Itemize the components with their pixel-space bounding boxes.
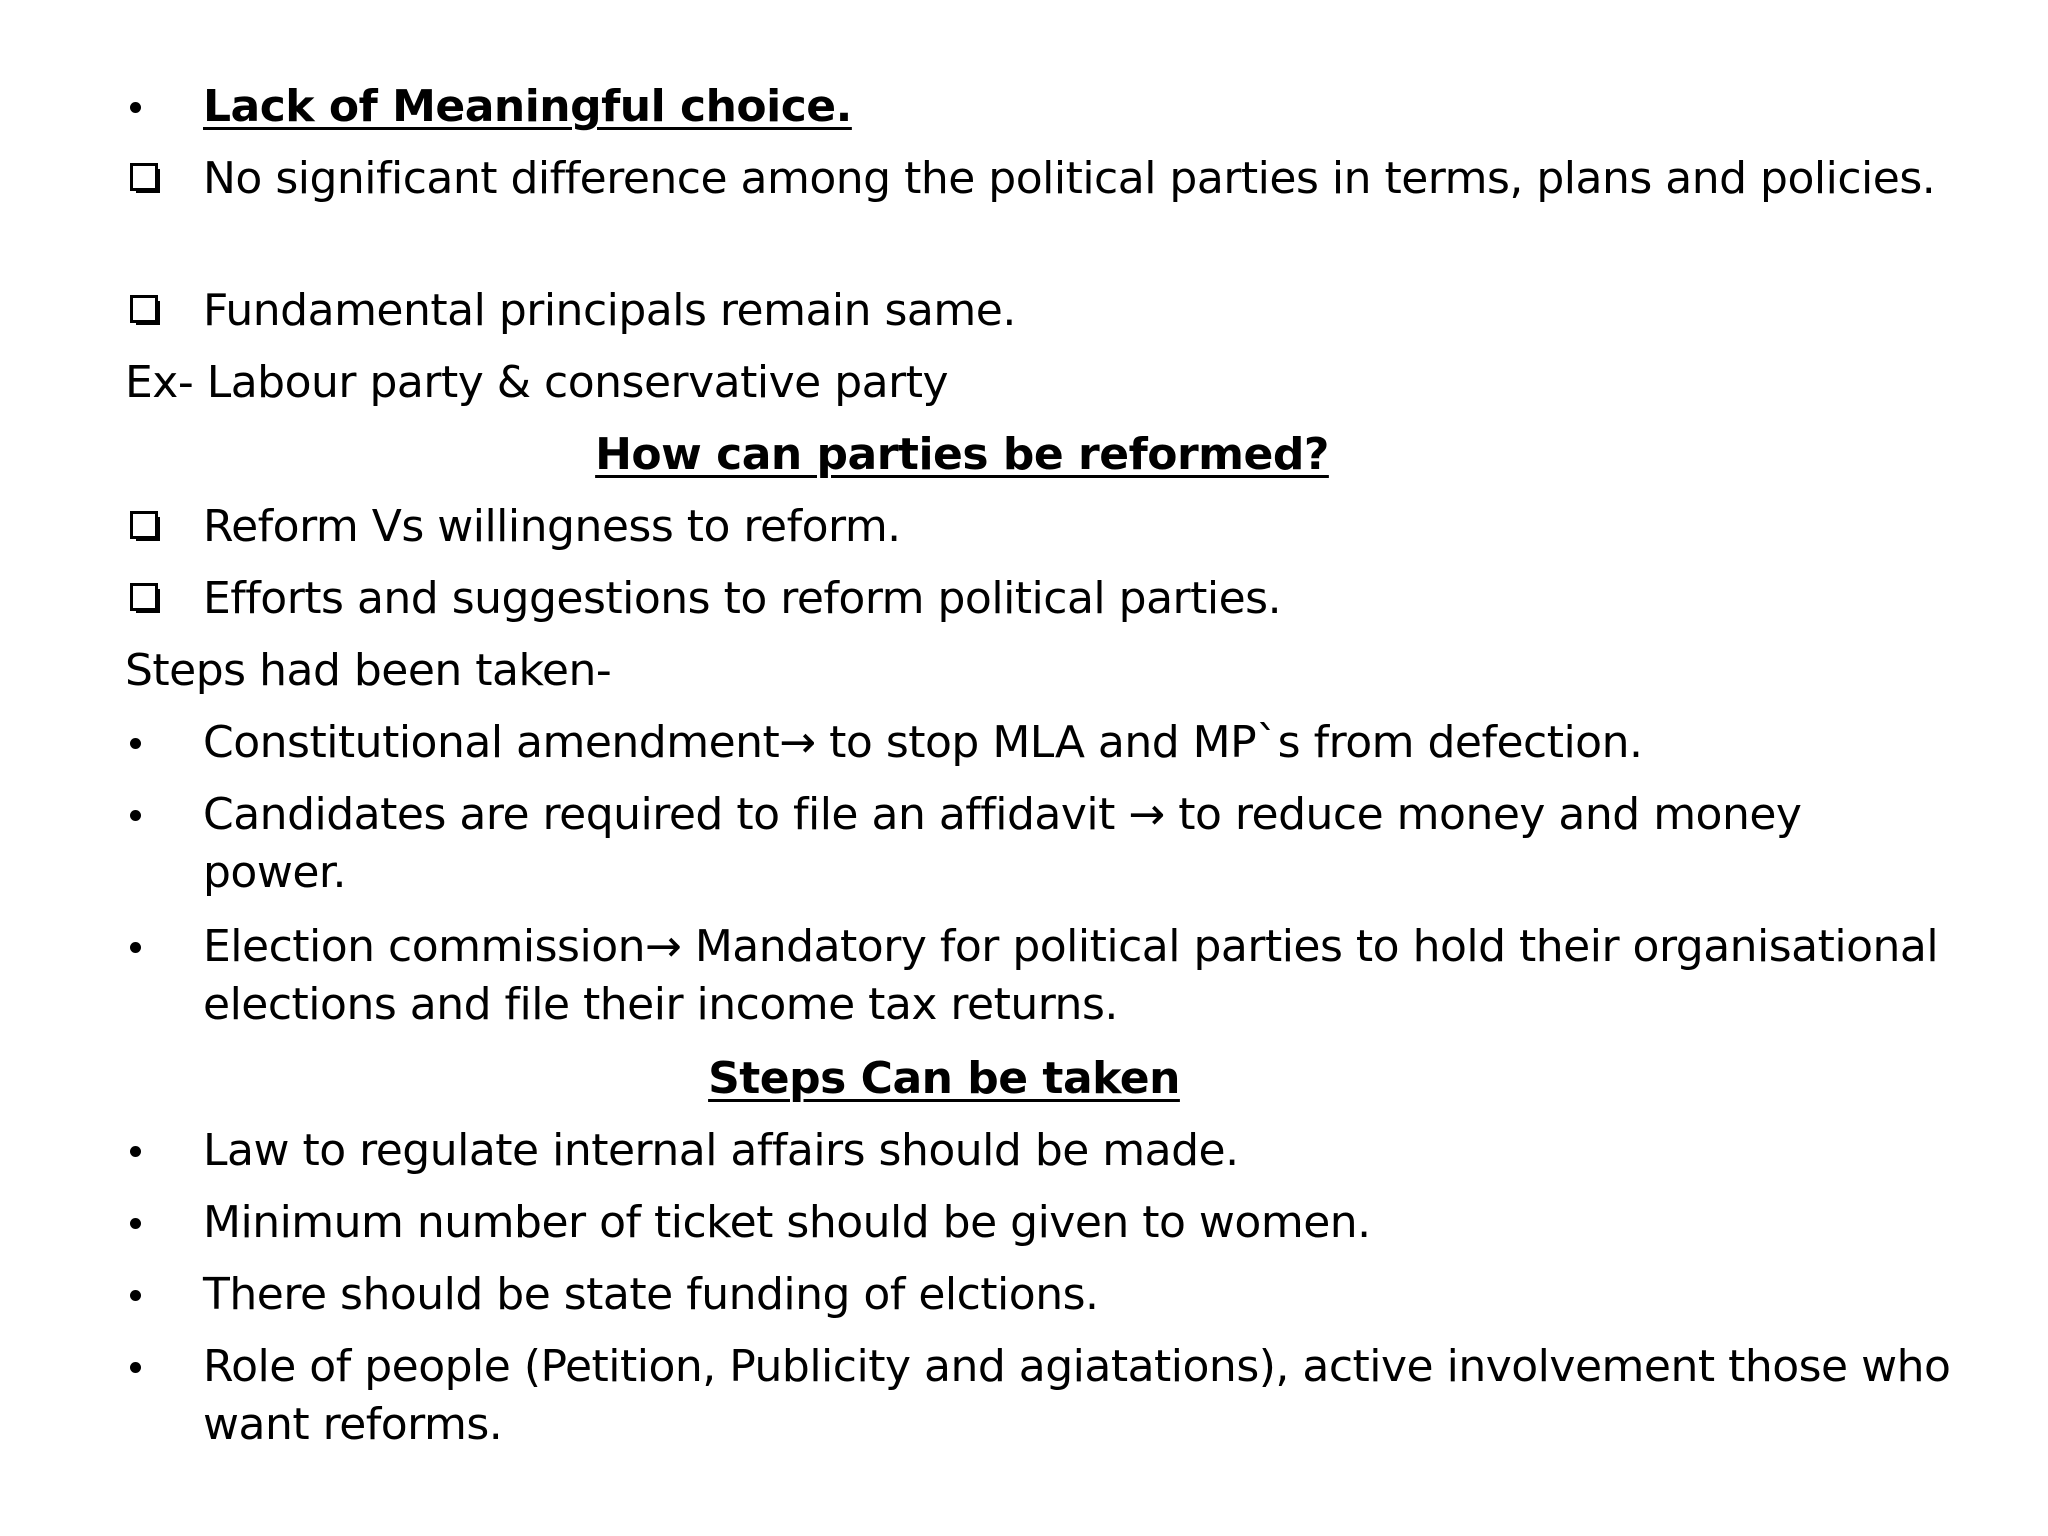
item-text: Constitutional amendment→ to stop MLA and MP`s from defection. <box>203 717 1643 768</box>
section-heading-steps-can-be-taken: Steps Can be taken <box>708 1053 1180 1104</box>
item-text: Election commission→ Mandatory for political parties to hold their organisational elections and file their income tax returns. <box>203 921 1939 1030</box>
bullet-icon <box>125 714 185 772</box>
item-text: Candidates are required to file an affidavit → to reduce money and money power. <box>203 789 1802 898</box>
bullet-icon <box>125 78 185 136</box>
checkbox-bullet-icon <box>125 570 185 628</box>
section-heading-reform: How can parties be reformed? <box>595 429 1329 480</box>
item-text: Role of people (Petition, Publicity and agiatations), active involvement those who want reforms. <box>203 1341 1951 1450</box>
bullet-icon <box>125 1338 185 1396</box>
item-text: There should be state funding of elctions. <box>203 1269 1099 1320</box>
item-text: Fundamental principals remain same. <box>203 285 1016 336</box>
bullet-icon <box>125 1194 185 1252</box>
checkbox-bullet-icon <box>125 282 185 340</box>
checkbox-bullet-icon <box>125 150 185 208</box>
bullet-icon <box>125 1266 185 1324</box>
item-text: Reform Vs willingness to reform. <box>203 501 901 552</box>
section-heading-lack-of-choice: Lack of Meaningful choice. <box>203 81 852 132</box>
item-text: Law to regulate internal affairs should be made. <box>203 1125 1239 1176</box>
bullet-icon <box>125 918 185 976</box>
example-text: Ex- Labour party & conservative party <box>125 357 948 408</box>
checkbox-bullet-icon <box>125 498 185 556</box>
item-text: Minimum number of ticket should be given to women. <box>203 1197 1371 1248</box>
item-text: Efforts and suggestions to reform political parties. <box>203 573 1282 624</box>
bullet-icon <box>125 1122 185 1180</box>
bullet-icon <box>125 786 185 844</box>
label-text: Steps had been taken- <box>125 645 612 696</box>
item-text: No significant difference among the political parties in terms, plans and policies. <box>203 153 1936 204</box>
